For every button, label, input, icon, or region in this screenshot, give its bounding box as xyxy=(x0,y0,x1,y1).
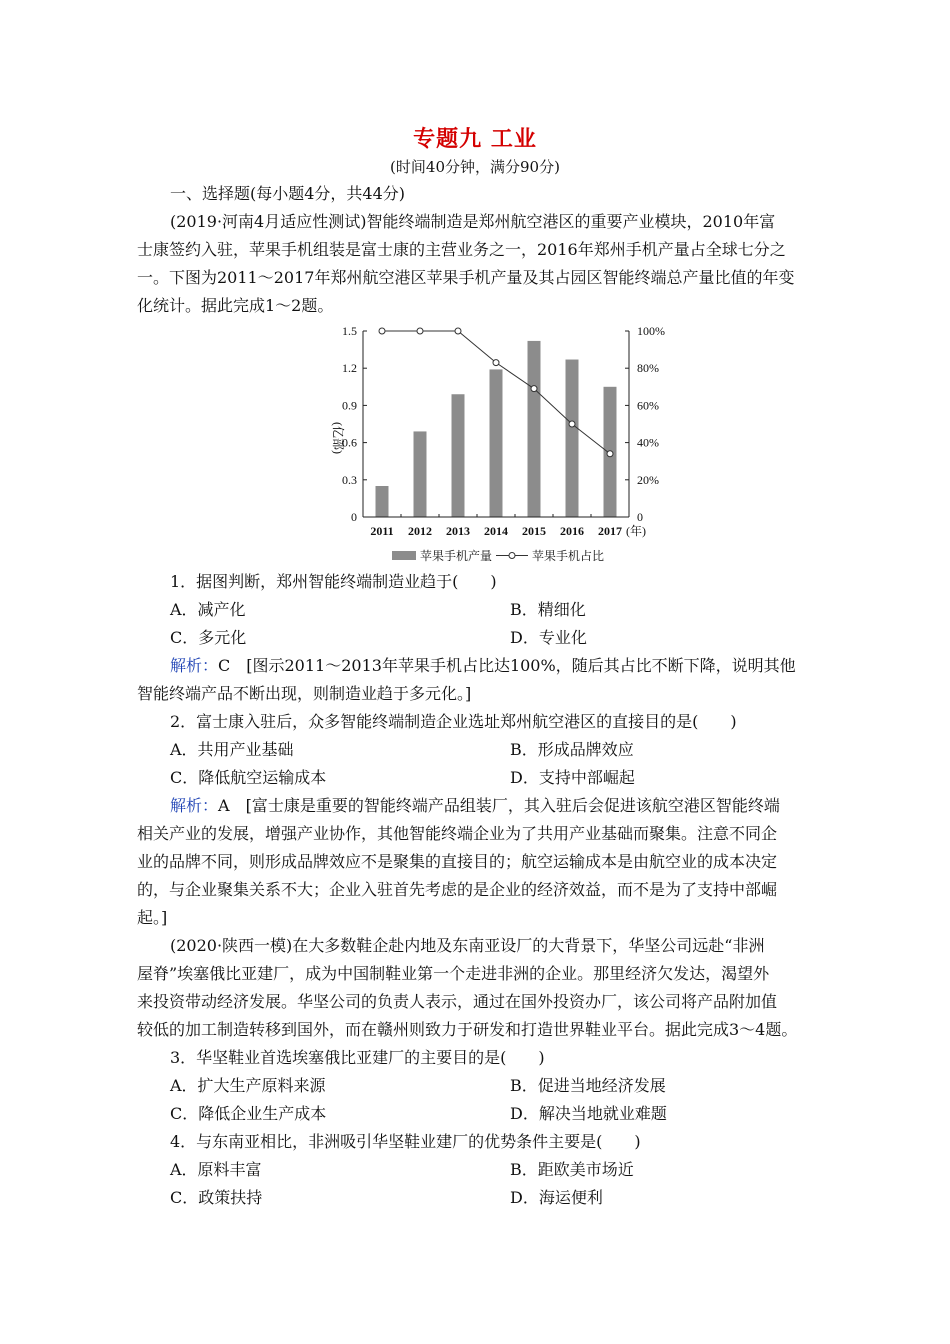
q1-analysis-line: 智能终端产品不断出现，则制造业趋于多元化。] xyxy=(137,684,472,703)
q2-analysis xyxy=(170,796,780,816)
q1-analysis xyxy=(170,656,796,676)
legend-line-marker xyxy=(509,553,515,559)
intro2-line: 来投资带动经济发展。华坚公司的负责人表示，通过在国外投资办厂，该公司将产品附加值 xyxy=(137,992,778,1011)
analysis-label: 解析： xyxy=(170,656,219,675)
y-right-tick-label: 80% xyxy=(637,361,659,376)
x-tick-label: 2017 xyxy=(598,524,622,538)
intro2-line: 屋脊”埃塞俄比亚建厂，成为中国制鞋业第一个走进非洲的企业。那里经济欠发达，渴望外 xyxy=(137,964,770,983)
line-point xyxy=(455,328,461,334)
q2-analysis-line: 的，与企业聚集关系不大；企业入驻首先考虑的是企业的经济效益，而不是为了支持中部崛 xyxy=(137,880,778,899)
y-left-tick-label: 0.9 xyxy=(342,398,357,413)
q1-option-d: D．专业化 xyxy=(510,628,587,647)
line-point xyxy=(417,328,423,334)
q2-analysis-line: 业的品牌不同，则形成品牌效应不是聚集的直接目的；航空运输成本是由航空业的成本决定 xyxy=(137,852,778,871)
analysis-text: A [富士康是重要的智能终端产品组装厂，其入驻后会促进该航空港区智能终端 xyxy=(218,796,780,815)
intro1-line: 一。下图为2011～2017年郑州航空港区苹果手机产量及其占园区智能终端总产量比值的年变 xyxy=(137,268,795,287)
bar xyxy=(376,486,389,517)
q2-option-b: B．形成品牌效应 xyxy=(510,740,634,759)
q4-option-a: A．原料丰富 xyxy=(170,1160,262,1179)
q2-option-c: C．降低航空运输成本 xyxy=(170,768,327,787)
y-right-tick-label: 40% xyxy=(637,435,659,450)
bar xyxy=(490,369,503,517)
line-point xyxy=(607,451,613,457)
q4-stem: 4．与东南亚相比，非洲吸引华坚鞋业建厂的优势条件主要是( ) xyxy=(170,1132,641,1151)
y-left-tick-label: 0.3 xyxy=(342,472,357,487)
q4-option-c: C．政策扶持 xyxy=(170,1188,263,1207)
line-point xyxy=(569,421,575,427)
q1-stem: 1．据图判断，郑州智能终端制造业趋于( ) xyxy=(170,572,497,591)
x-tick-label: 2016 xyxy=(560,524,584,538)
y-left-tick-label: 1.2 xyxy=(342,361,357,376)
chart-svg xyxy=(328,318,673,573)
q1-option-b: B．精细化 xyxy=(510,600,586,619)
q4-option-b: B．距欧美市场近 xyxy=(510,1160,634,1179)
q4-option-d: D．海运便利 xyxy=(510,1188,603,1207)
legend-bar-swatch xyxy=(392,551,416,560)
analysis-text: C [图示2011～2013年苹果手机占比达100%，随后其占比不断下降，说明其他 xyxy=(218,656,796,675)
y-axis-label: (亿部) xyxy=(331,422,345,454)
line-point xyxy=(531,386,537,392)
x-tick-label: 2011 xyxy=(370,524,394,538)
q3-option-b: B．促进当地经济发展 xyxy=(510,1076,666,1095)
x-tick-label: 2014 xyxy=(484,524,508,538)
intro1-line: 士康签约入驻，苹果手机组装是富士康的主营业务之一，2016年郑州手机产量占全球七分之 xyxy=(137,240,786,259)
page-title: 专题九 工业 xyxy=(413,126,537,152)
bar xyxy=(566,360,579,517)
q3-option-c: C．降低企业生产成本 xyxy=(170,1104,327,1123)
bar xyxy=(528,341,541,517)
q2-analysis-line: 起。] xyxy=(137,908,168,927)
y-right-tick-label: 100% xyxy=(637,324,665,338)
q2-option-d: D．支持中部崛起 xyxy=(510,768,635,787)
y-right-tick-label: 0 xyxy=(637,510,643,524)
y-left-tick-label: 1.5 xyxy=(342,324,357,338)
q3-option-a: A．扩大生产原料来源 xyxy=(170,1076,326,1095)
x-tick-label: 2013 xyxy=(446,524,470,538)
intro1-line: 化统计。据此完成1～2题。 xyxy=(137,296,334,315)
q3-option-d: D．解决当地就业难题 xyxy=(510,1104,667,1123)
page-subtitle: (时间40分钟，满分90分) xyxy=(390,158,560,176)
y-left-tick-label: 0.6 xyxy=(342,435,357,450)
line-point xyxy=(493,360,499,366)
y-right-tick-label: 60% xyxy=(637,398,659,413)
y-left-tick-label: 0 xyxy=(351,510,357,524)
x-tick-label: 2015 xyxy=(522,524,546,538)
q1-option-c: C．多元化 xyxy=(170,628,247,647)
analysis-label: 解析： xyxy=(170,796,219,815)
intro2-line: 较低的加工制造转移到国外，而在赣州则致力于研发和打造世界鞋业平台。据此完成3～4题。 xyxy=(137,1020,798,1039)
legend-line-label: 苹果手机占比 xyxy=(532,549,605,563)
bar xyxy=(414,431,427,517)
chart-legend xyxy=(392,548,604,563)
q2-analysis-line: 相关产业的发展，增强产业协作，其他智能终端企业为了共用产业基础而聚集。注意不同企 xyxy=(137,824,778,843)
y-right-tick-label: 20% xyxy=(637,472,659,487)
intro1-line: (2019·河南4月适应性测试)智能终端制造是郑州航空港区的重要产业模块，2010年富 xyxy=(170,212,776,231)
x-axis-unit: (年) xyxy=(626,524,646,538)
line-point xyxy=(379,328,385,334)
x-tick-label: 2012 xyxy=(408,524,432,538)
q3-stem: 3．华坚鞋业首选埃塞俄比亚建厂的主要目的是( ) xyxy=(170,1048,545,1067)
bar xyxy=(452,394,465,517)
q2-option-a: A．共用产业基础 xyxy=(170,740,294,759)
q2-stem: 2．富士康入驻后，众多智能终端制造企业选址郑州航空港区的直接目的是( ) xyxy=(170,712,737,731)
chart xyxy=(328,318,673,573)
section-heading: 一、选择题(每小题4分，共44分) xyxy=(170,184,406,203)
q1-option-a: A．减产化 xyxy=(170,600,246,619)
legend-bar-label: 苹果手机产量 xyxy=(420,549,493,563)
intro2-line: (2020·陕西一模)在大多数鞋企赴内地及东南亚设厂的大背景下，华坚公司远赴“非洲 xyxy=(170,936,765,955)
